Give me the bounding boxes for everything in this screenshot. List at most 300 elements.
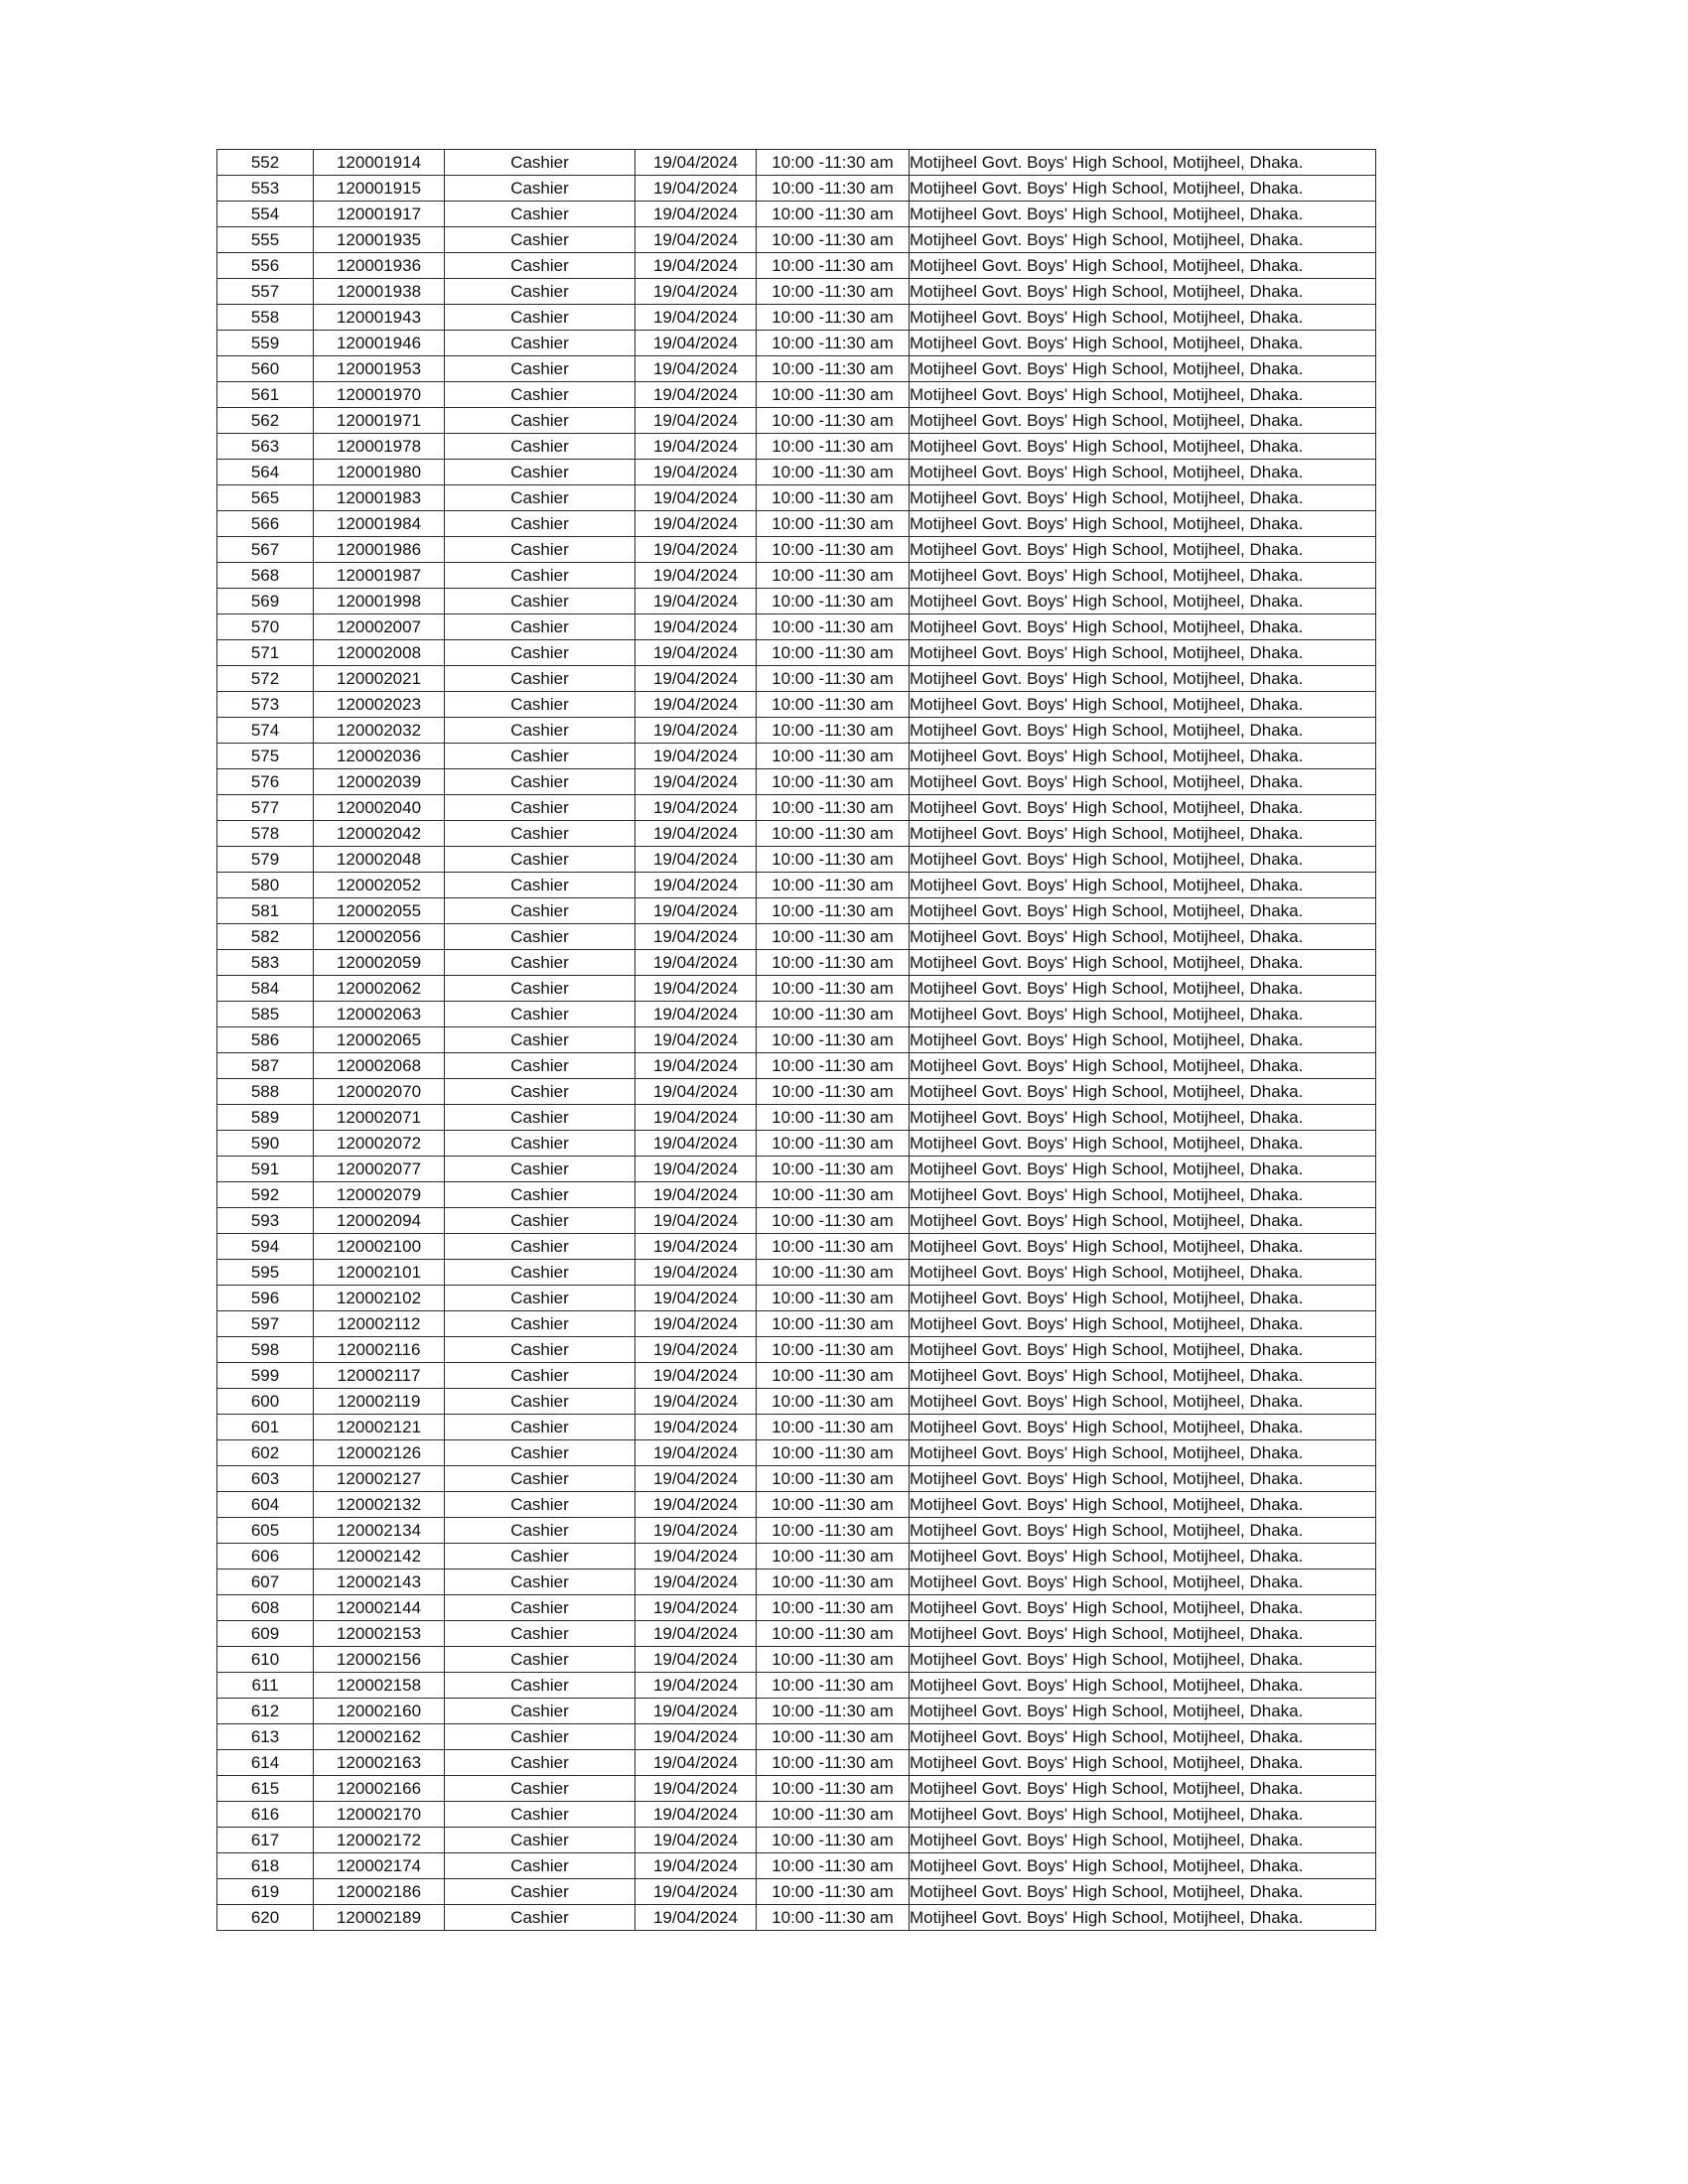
serial-number-cell: 557 [217,279,314,305]
serial-number-cell: 589 [217,1105,314,1131]
exam-venue-cell: Motijheel Govt. Boys' High School, Motijheel, Dhaka. [910,305,1376,331]
roll-number-cell: 120002132 [314,1492,445,1518]
roll-number-cell: 120002040 [314,795,445,821]
table-row [217,718,1376,744]
roll-number-cell: 120001936 [314,253,445,279]
post-name-cell: Cashier [445,1853,635,1879]
table-row [217,1440,1376,1466]
table-row [217,1724,1376,1750]
exam-date-cell: 19/04/2024 [635,202,757,227]
roll-number-cell: 120002063 [314,1002,445,1027]
exam-time-cell: 10:00 -11:30 am [757,795,910,821]
post-name-cell: Cashier [445,1157,635,1182]
exam-time-cell: 10:00 -11:30 am [757,1389,910,1415]
exam-date-cell: 19/04/2024 [635,1079,757,1105]
roll-number-cell: 120002048 [314,847,445,873]
exam-venue-cell: Motijheel Govt. Boys' High School, Motijheel, Dhaka. [910,1105,1376,1131]
serial-number-cell: 617 [217,1828,314,1853]
exam-venue-cell: Motijheel Govt. Boys' High School, Motijheel, Dhaka. [910,640,1376,666]
exam-date-cell: 19/04/2024 [635,253,757,279]
roll-number-cell: 120002102 [314,1286,445,1311]
exam-venue-cell: Motijheel Govt. Boys' High School, Motijheel, Dhaka. [910,1518,1376,1544]
post-name-cell: Cashier [445,950,635,976]
roll-number-cell: 120001986 [314,537,445,563]
serial-number-cell: 558 [217,305,314,331]
table-row [217,1208,1376,1234]
exam-date-cell: 19/04/2024 [635,460,757,485]
exam-time-cell: 10:00 -11:30 am [757,614,910,640]
exam-date-cell: 19/04/2024 [635,563,757,589]
roll-number-cell: 120002023 [314,692,445,718]
exam-venue-cell: Motijheel Govt. Boys' High School, Motijheel, Dhaka. [910,202,1376,227]
exam-time-cell: 10:00 -11:30 am [757,227,910,253]
serial-number-cell: 583 [217,950,314,976]
serial-number-cell: 586 [217,1027,314,1053]
exam-date-cell: 19/04/2024 [635,1492,757,1518]
exam-venue-cell: Motijheel Govt. Boys' High School, Motijheel, Dhaka. [910,769,1376,795]
exam-time-cell: 10:00 -11:30 am [757,821,910,847]
exam-date-cell: 19/04/2024 [635,485,757,511]
serial-number-cell: 580 [217,873,314,898]
exam-venue-cell: Motijheel Govt. Boys' High School, Motijheel, Dhaka. [910,356,1376,382]
table-row [217,460,1376,485]
roll-number-cell: 120002077 [314,1157,445,1182]
serial-number-cell: 603 [217,1466,314,1492]
table-row [217,898,1376,924]
roll-number-cell: 120002039 [314,769,445,795]
serial-number-cell: 568 [217,563,314,589]
post-name-cell: Cashier [445,1363,635,1389]
exam-time-cell: 10:00 -11:30 am [757,485,910,511]
roll-number-cell: 120002174 [314,1853,445,1879]
roll-number-cell: 120002059 [314,950,445,976]
serial-number-cell: 560 [217,356,314,382]
exam-venue-cell: Motijheel Govt. Boys' High School, Motijheel, Dhaka. [910,666,1376,692]
roll-number-cell: 120002186 [314,1879,445,1905]
candidate-table-body [217,150,1376,1931]
exam-time-cell: 10:00 -11:30 am [757,331,910,356]
exam-time-cell: 10:00 -11:30 am [757,202,910,227]
roll-number-cell: 120001980 [314,460,445,485]
exam-date-cell: 19/04/2024 [635,1182,757,1208]
exam-time-cell: 10:00 -11:30 am [757,692,910,718]
post-name-cell: Cashier [445,1750,635,1776]
serial-number-cell: 600 [217,1389,314,1415]
exam-date-cell: 19/04/2024 [635,744,757,769]
exam-time-cell: 10:00 -11:30 am [757,1595,910,1621]
exam-venue-cell: Motijheel Govt. Boys' High School, Motijheel, Dhaka. [910,1466,1376,1492]
table-row [217,976,1376,1002]
exam-time-cell: 10:00 -11:30 am [757,1337,910,1363]
exam-time-cell: 10:00 -11:30 am [757,1699,910,1724]
table-row [217,589,1376,614]
table-row [217,1286,1376,1311]
table-row [217,795,1376,821]
table-row [217,279,1376,305]
serial-number-cell: 566 [217,511,314,537]
roll-number-cell: 120002117 [314,1363,445,1389]
table-row [217,1182,1376,1208]
exam-date-cell: 19/04/2024 [635,511,757,537]
table-row [217,1234,1376,1260]
exam-time-cell: 10:00 -11:30 am [757,253,910,279]
exam-venue-cell: Motijheel Govt. Boys' High School, Motijheel, Dhaka. [910,1570,1376,1595]
post-name-cell: Cashier [445,1673,635,1699]
serial-number-cell: 578 [217,821,314,847]
exam-venue-cell: Motijheel Govt. Boys' High School, Motijheel, Dhaka. [910,1724,1376,1750]
exam-date-cell: 19/04/2024 [635,356,757,382]
serial-number-cell: 565 [217,485,314,511]
exam-date-cell: 19/04/2024 [635,847,757,873]
table-row [217,1544,1376,1570]
serial-number-cell: 573 [217,692,314,718]
serial-number-cell: 552 [217,150,314,176]
exam-date-cell: 19/04/2024 [635,1518,757,1544]
exam-venue-cell: Motijheel Govt. Boys' High School, Motijheel, Dhaka. [910,1208,1376,1234]
exam-time-cell: 10:00 -11:30 am [757,434,910,460]
serial-number-cell: 571 [217,640,314,666]
serial-number-cell: 561 [217,382,314,408]
exam-time-cell: 10:00 -11:30 am [757,1905,910,1931]
exam-time-cell: 10:00 -11:30 am [757,1182,910,1208]
exam-time-cell: 10:00 -11:30 am [757,305,910,331]
table-row [217,1673,1376,1699]
exam-venue-cell: Motijheel Govt. Boys' High School, Motijheel, Dhaka. [910,1415,1376,1440]
exam-venue-cell: Motijheel Govt. Boys' High School, Motijheel, Dhaka. [910,279,1376,305]
exam-date-cell: 19/04/2024 [635,1157,757,1182]
exam-date-cell: 19/04/2024 [635,331,757,356]
post-name-cell: Cashier [445,511,635,537]
roll-number-cell: 120002158 [314,1673,445,1699]
exam-venue-cell: Motijheel Govt. Boys' High School, Motijheel, Dhaka. [910,744,1376,769]
exam-time-cell: 10:00 -11:30 am [757,1492,910,1518]
post-name-cell: Cashier [445,1828,635,1853]
post-name-cell: Cashier [445,356,635,382]
exam-date-cell: 19/04/2024 [635,1131,757,1157]
exam-time-cell: 10:00 -11:30 am [757,1802,910,1828]
roll-number-cell: 120002162 [314,1724,445,1750]
serial-number-cell: 554 [217,202,314,227]
serial-number-cell: 593 [217,1208,314,1234]
exam-date-cell: 19/04/2024 [635,1208,757,1234]
exam-time-cell: 10:00 -11:30 am [757,1027,910,1053]
exam-time-cell: 10:00 -11:30 am [757,1311,910,1337]
serial-number-cell: 559 [217,331,314,356]
post-name-cell: Cashier [445,1492,635,1518]
serial-number-cell: 610 [217,1647,314,1673]
table-row [217,511,1376,537]
table-row [217,1337,1376,1363]
table-row [217,537,1376,563]
exam-date-cell: 19/04/2024 [635,1776,757,1802]
table-row [217,408,1376,434]
table-row [217,950,1376,976]
roll-number-cell: 120001915 [314,176,445,202]
serial-number-cell: 597 [217,1311,314,1337]
exam-venue-cell: Motijheel Govt. Boys' High School, Motijheel, Dhaka. [910,460,1376,485]
post-name-cell: Cashier [445,1647,635,1673]
exam-venue-cell: Motijheel Govt. Boys' High School, Motijheel, Dhaka. [910,563,1376,589]
exam-date-cell: 19/04/2024 [635,898,757,924]
exam-time-cell: 10:00 -11:30 am [757,1286,910,1311]
post-name-cell: Cashier [445,1570,635,1595]
exam-time-cell: 10:00 -11:30 am [757,1724,910,1750]
exam-venue-cell: Motijheel Govt. Boys' High School, Motijheel, Dhaka. [910,382,1376,408]
post-name-cell: Cashier [445,1724,635,1750]
table-row [217,1776,1376,1802]
roll-number-cell: 120001953 [314,356,445,382]
exam-venue-cell: Motijheel Govt. Boys' High School, Motijheel, Dhaka. [910,150,1376,176]
exam-venue-cell: Motijheel Govt. Boys' High School, Motijheel, Dhaka. [910,873,1376,898]
post-name-cell: Cashier [445,1776,635,1802]
serial-number-cell: 575 [217,744,314,769]
serial-number-cell: 555 [217,227,314,253]
exam-venue-cell: Motijheel Govt. Boys' High School, Motijheel, Dhaka. [910,692,1376,718]
exam-venue-cell: Motijheel Govt. Boys' High School, Motijheel, Dhaka. [910,1131,1376,1157]
post-name-cell: Cashier [445,1440,635,1466]
exam-date-cell: 19/04/2024 [635,150,757,176]
serial-number-cell: 585 [217,1002,314,1027]
roll-number-cell: 120002126 [314,1440,445,1466]
exam-date-cell: 19/04/2024 [635,305,757,331]
post-name-cell: Cashier [445,176,635,202]
exam-venue-cell: Motijheel Govt. Boys' High School, Motijheel, Dhaka. [910,1673,1376,1699]
post-name-cell: Cashier [445,460,635,485]
exam-venue-cell: Motijheel Govt. Boys' High School, Motijheel, Dhaka. [910,537,1376,563]
serial-number-cell: 607 [217,1570,314,1595]
exam-time-cell: 10:00 -11:30 am [757,666,910,692]
table-row [217,563,1376,589]
table-row [217,1518,1376,1544]
serial-number-cell: 606 [217,1544,314,1570]
exam-venue-cell: Motijheel Govt. Boys' High School, Motijheel, Dhaka. [910,1311,1376,1337]
exam-time-cell: 10:00 -11:30 am [757,537,910,563]
exam-venue-cell: Motijheel Govt. Boys' High School, Motijheel, Dhaka. [910,898,1376,924]
table-row [217,614,1376,640]
post-name-cell: Cashier [445,589,635,614]
post-name-cell: Cashier [445,1053,635,1079]
table-row [217,666,1376,692]
exam-time-cell: 10:00 -11:30 am [757,1415,910,1440]
exam-venue-cell: Motijheel Govt. Boys' High School, Motijheel, Dhaka. [910,331,1376,356]
roll-number-cell: 120001943 [314,305,445,331]
exam-time-cell: 10:00 -11:30 am [757,1131,910,1157]
table-row [217,1389,1376,1415]
roll-number-cell: 120002021 [314,666,445,692]
exam-date-cell: 19/04/2024 [635,1002,757,1027]
serial-number-cell: 567 [217,537,314,563]
post-name-cell: Cashier [445,1337,635,1363]
exam-date-cell: 19/04/2024 [635,1647,757,1673]
roll-number-cell: 120002071 [314,1105,445,1131]
roll-number-cell: 120002065 [314,1027,445,1053]
exam-time-cell: 10:00 -11:30 am [757,563,910,589]
exam-date-cell: 19/04/2024 [635,1053,757,1079]
post-name-cell: Cashier [445,537,635,563]
table-row [217,873,1376,898]
exam-date-cell: 19/04/2024 [635,1466,757,1492]
table-row [217,847,1376,873]
serial-number-cell: 619 [217,1879,314,1905]
exam-date-cell: 19/04/2024 [635,589,757,614]
post-name-cell: Cashier [445,1286,635,1311]
serial-number-cell: 592 [217,1182,314,1208]
roll-number-cell: 120002068 [314,1053,445,1079]
exam-venue-cell: Motijheel Govt. Boys' High School, Motijheel, Dhaka. [910,1621,1376,1647]
exam-venue-cell: Motijheel Govt. Boys' High School, Motijheel, Dhaka. [910,589,1376,614]
post-name-cell: Cashier [445,898,635,924]
roll-number-cell: 120002134 [314,1518,445,1544]
post-name-cell: Cashier [445,1415,635,1440]
exam-time-cell: 10:00 -11:30 am [757,1776,910,1802]
roll-number-cell: 120002079 [314,1182,445,1208]
exam-venue-cell: Motijheel Govt. Boys' High School, Motijheel, Dhaka. [910,847,1376,873]
exam-time-cell: 10:00 -11:30 am [757,950,910,976]
roll-number-cell: 120002094 [314,1208,445,1234]
table-row [217,1466,1376,1492]
serial-number-cell: 591 [217,1157,314,1182]
post-name-cell: Cashier [445,1621,635,1647]
post-name-cell: Cashier [445,847,635,873]
serial-number-cell: 608 [217,1595,314,1621]
table-row [217,1595,1376,1621]
exam-venue-cell: Motijheel Govt. Boys' High School, Motijheel, Dhaka. [910,1027,1376,1053]
roll-number-cell: 120002036 [314,744,445,769]
exam-date-cell: 19/04/2024 [635,924,757,950]
post-name-cell: Cashier [445,202,635,227]
exam-venue-cell: Motijheel Govt. Boys' High School, Motijheel, Dhaka. [910,1492,1376,1518]
post-name-cell: Cashier [445,1466,635,1492]
exam-time-cell: 10:00 -11:30 am [757,1673,910,1699]
exam-venue-cell: Motijheel Govt. Boys' High School, Motijheel, Dhaka. [910,1182,1376,1208]
exam-time-cell: 10:00 -11:30 am [757,898,910,924]
exam-time-cell: 10:00 -11:30 am [757,408,910,434]
serial-number-cell: 598 [217,1337,314,1363]
table-row [217,1879,1376,1905]
serial-number-cell: 572 [217,666,314,692]
exam-date-cell: 19/04/2024 [635,1337,757,1363]
exam-venue-cell: Motijheel Govt. Boys' High School, Motijheel, Dhaka. [910,795,1376,821]
roll-number-cell: 120001978 [314,434,445,460]
table-row [217,1853,1376,1879]
roll-number-cell: 120002007 [314,614,445,640]
serial-number-cell: 582 [217,924,314,950]
exam-time-cell: 10:00 -11:30 am [757,1105,910,1131]
serial-number-cell: 577 [217,795,314,821]
exam-venue-cell: Motijheel Govt. Boys' High School, Motijheel, Dhaka. [910,1544,1376,1570]
post-name-cell: Cashier [445,821,635,847]
exam-venue-cell: Motijheel Govt. Boys' High School, Motijheel, Dhaka. [910,1879,1376,1905]
exam-venue-cell: Motijheel Govt. Boys' High School, Motijheel, Dhaka. [910,253,1376,279]
roll-number-cell: 120002119 [314,1389,445,1415]
table-row [217,305,1376,331]
post-name-cell: Cashier [445,382,635,408]
table-row [217,769,1376,795]
table-row [217,1157,1376,1182]
exam-date-cell: 19/04/2024 [635,1828,757,1853]
serial-number-cell: 562 [217,408,314,434]
exam-venue-cell: Motijheel Govt. Boys' High School, Motijheel, Dhaka. [910,1053,1376,1079]
exam-time-cell: 10:00 -11:30 am [757,1647,910,1673]
post-name-cell: Cashier [445,1518,635,1544]
exam-date-cell: 19/04/2024 [635,1853,757,1879]
post-name-cell: Cashier [445,227,635,253]
exam-venue-cell: Motijheel Govt. Boys' High School, Motijheel, Dhaka. [910,1079,1376,1105]
post-name-cell: Cashier [445,279,635,305]
post-name-cell: Cashier [445,1002,635,1027]
post-name-cell: Cashier [445,563,635,589]
exam-time-cell: 10:00 -11:30 am [757,1570,910,1595]
table-row [217,924,1376,950]
exam-time-cell: 10:00 -11:30 am [757,640,910,666]
serial-number-cell: 605 [217,1518,314,1544]
post-name-cell: Cashier [445,1027,635,1053]
roll-number-cell: 120002160 [314,1699,445,1724]
exam-time-cell: 10:00 -11:30 am [757,1544,910,1570]
roll-number-cell: 120002116 [314,1337,445,1363]
exam-venue-cell: Motijheel Govt. Boys' High School, Motijheel, Dhaka. [910,1595,1376,1621]
roll-number-cell: 120001984 [314,511,445,537]
exam-venue-cell: Motijheel Govt. Boys' High School, Motijheel, Dhaka. [910,1337,1376,1363]
exam-time-cell: 10:00 -11:30 am [757,1518,910,1544]
exam-date-cell: 19/04/2024 [635,1440,757,1466]
serial-number-cell: 581 [217,898,314,924]
exam-date-cell: 19/04/2024 [635,1724,757,1750]
post-name-cell: Cashier [445,408,635,434]
table-row [217,202,1376,227]
table-row [217,1053,1376,1079]
post-name-cell: Cashier [445,1544,635,1570]
exam-time-cell: 10:00 -11:30 am [757,1363,910,1389]
table-row [217,331,1376,356]
post-name-cell: Cashier [445,744,635,769]
post-name-cell: Cashier [445,305,635,331]
exam-time-cell: 10:00 -11:30 am [757,718,910,744]
post-name-cell: Cashier [445,769,635,795]
document-page [216,149,1375,1931]
roll-number-cell: 120002072 [314,1131,445,1157]
serial-number-cell: 604 [217,1492,314,1518]
roll-number-cell: 120002166 [314,1776,445,1802]
table-row [217,1415,1376,1440]
post-name-cell: Cashier [445,1905,635,1931]
roll-number-cell: 120002121 [314,1415,445,1440]
table-row [217,1027,1376,1053]
exam-venue-cell: Motijheel Govt. Boys' High School, Motijheel, Dhaka. [910,1157,1376,1182]
post-name-cell: Cashier [445,1879,635,1905]
exam-date-cell: 19/04/2024 [635,821,757,847]
serial-number-cell: 615 [217,1776,314,1802]
roll-number-cell: 120002100 [314,1234,445,1260]
exam-venue-cell: Motijheel Govt. Boys' High School, Motijheel, Dhaka. [910,1699,1376,1724]
serial-number-cell: 616 [217,1802,314,1828]
exam-venue-cell: Motijheel Govt. Boys' High School, Motijheel, Dhaka. [910,434,1376,460]
exam-date-cell: 19/04/2024 [635,1750,757,1776]
serial-number-cell: 596 [217,1286,314,1311]
exam-venue-cell: Motijheel Govt. Boys' High School, Motijheel, Dhaka. [910,176,1376,202]
roll-number-cell: 120001971 [314,408,445,434]
exam-date-cell: 19/04/2024 [635,718,757,744]
table-row [217,434,1376,460]
roll-number-cell: 120002062 [314,976,445,1002]
post-name-cell: Cashier [445,1595,635,1621]
exam-venue-cell: Motijheel Govt. Boys' High School, Motijheel, Dhaka. [910,1234,1376,1260]
exam-date-cell: 19/04/2024 [635,434,757,460]
exam-venue-cell: Motijheel Govt. Boys' High School, Motijheel, Dhaka. [910,1802,1376,1828]
roll-number-cell: 120002112 [314,1311,445,1337]
serial-number-cell: 588 [217,1079,314,1105]
exam-time-cell: 10:00 -11:30 am [757,1828,910,1853]
